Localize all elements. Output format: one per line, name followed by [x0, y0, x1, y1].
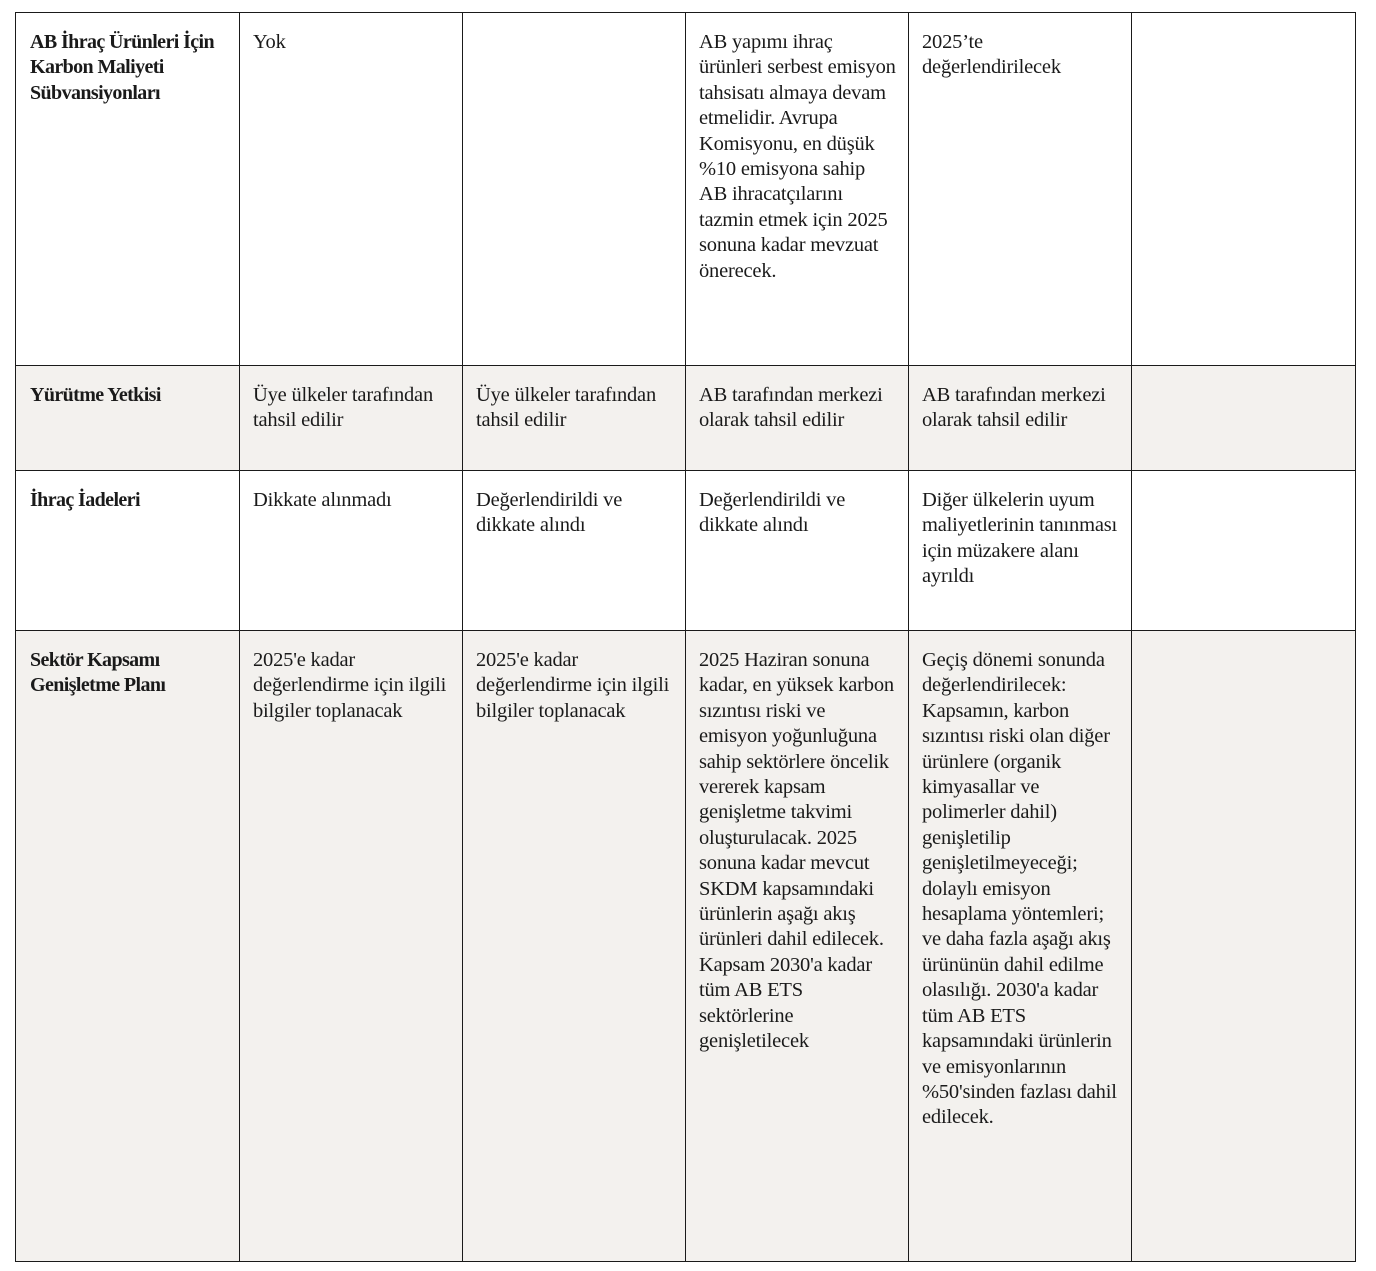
table-cell: Yok: [240, 13, 463, 366]
row-header: AB İhraç Ürünleri İçin Karbon Maliyeti Sübvansiyonları: [16, 13, 240, 366]
table-cell: Değerlendirildi ve dikkate alındı: [463, 471, 686, 631]
table-row: [16, 631, 1356, 1262]
table-row: [16, 366, 1356, 471]
table-cell: [463, 13, 686, 366]
table-cell: [1132, 366, 1356, 471]
table-cell: 2025’te değerlendirilecek: [909, 13, 1132, 366]
table-cell: [1132, 13, 1356, 366]
table-cell: Üye ülkeler tarafından tahsil edilir: [240, 366, 463, 471]
table-cell: Üye ülkeler tarafından tahsil edilir: [463, 366, 686, 471]
table-cell: Değerlendirildi ve dikkate alındı: [686, 471, 909, 631]
table-cell: Geçiş dönemi sonunda değerlendirilecek: Kapsamın, karbon sızıntısı riski olan diğer ürünlere (organik kimyasallar ve polimerler dahil) genişletilip genişletilmeyeceği; dolaylı emisyon hesaplama yöntemleri; ve daha fazla aşağı akış ürününün dahil edilme olasılığı. 2030'a kadar tüm AB ETS kapsamındaki ürünlerin ve emisyonlarının %50'sinden fazlası dahil edilecek.: [909, 631, 1132, 1262]
table-cell: AB yapımı ihraç ürünleri serbest emisyon tahsisatı almaya devam etmelidir. Avrupa Komisyonu, en düşük %10 emisyona sahip AB ihracatçılarını tazmin etmek için 2025 sonuna kadar mevzuat önerecek.: [686, 13, 909, 366]
table-cell: 2025'e kadar değerlendirme için ilgili bilgiler toplanacak: [463, 631, 686, 1262]
table-cell: Dikkate alınmadı: [240, 471, 463, 631]
table-row: [16, 13, 1356, 366]
table-cell: 2025 Haziran sonuna kadar, en yüksek karbon sızıntısı riski ve emisyon yoğunluğuna sahip sektörlere öncelik vererek kapsam genişletme takvimi oluşturulacak. 2025 sonuna kadar mevcut SKDM kapsamındaki ürünlerin aşağı akış ürünleri dahil edilecek. Kapsam 2030'a kadar tüm AB ETS sektörlerine genişletilecek: [686, 631, 909, 1262]
table-cell: AB tarafından merkezi olarak tahsil edilir: [909, 366, 1132, 471]
table-cell: Diğer ülkelerin uyum maliyetlerinin tanınması için müzakere alanı ayrıldı: [909, 471, 1132, 631]
row-header: Sektör Kapsamı Genişletme Planı: [16, 631, 240, 1262]
table-cell: [1132, 631, 1356, 1262]
row-header: Yürütme Yetkisi: [16, 366, 240, 471]
table-cell: 2025'e kadar değerlendirme için ilgili bilgiler toplanacak: [240, 631, 463, 1262]
table-cell: [1132, 471, 1356, 631]
table-row: [16, 471, 1356, 631]
row-header: İhraç İadeleri: [16, 471, 240, 631]
table-cell: AB tarafından merkezi olarak tahsil edilir: [686, 366, 909, 471]
comparison-table: [15, 12, 1356, 1262]
